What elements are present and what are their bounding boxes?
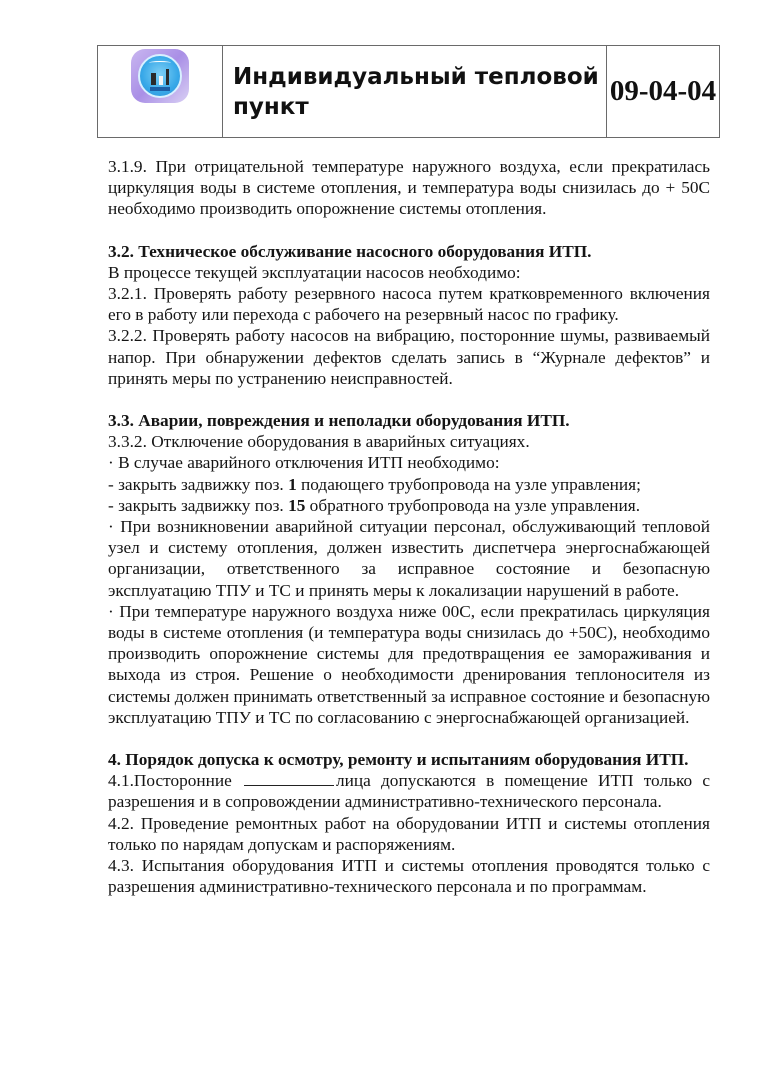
title-cell <box>223 46 607 137</box>
paragraph-4-1: 4.1.Посторонние лица допускаются в помещение ИТП только с разрешения и в сопровождении административно-технического персонала. <box>108 771 710 812</box>
bullet-drain-system: · При температуре наружного воздуха ниже 00С, если прекратилась циркуляция воды в системе отопления (и температура воды снизилась до +50С), необходимо производить опорожнение системы для предотвращения ее замораживания и выхода из строя. Решение о необходимости дренирования теплоносителя из системы должен принимать ответственный за исправное состояние и безопасную эксплуатацию ТПУ и ТС по согласованию с энергоснабжающей организацией. <box>108 601 710 727</box>
heading-3-2: 3.2. Техническое обслуживание насосного оборудования ИТП. <box>108 241 592 261</box>
document-header-table <box>97 45 720 138</box>
paragraph-3-2-intro: В процессе текущей эксплуатации насосов необходимо: <box>108 262 521 282</box>
company-emblem-icon <box>131 49 189 103</box>
paragraph-4-2: 4.2. Проведение ремонтных работ на оборудовании ИТП и системы отопления только по нарядам допускам и распоряжениям. <box>108 813 710 854</box>
paragraph-3-2-1: 3.2.1. Проверять работу резервного насоса путем кратковременного включения его в работу или перехода с рабочего на резервный насос по графику. <box>108 284 710 325</box>
code-cell <box>607 46 719 137</box>
paragraph-3-3-2: 3.3.2. Отключение оборудования в аварийных ситуациях. <box>108 432 530 452</box>
heading-3-3: 3.3. Аварии, повреждения и неполадки оборудования ИТП. <box>108 411 570 431</box>
logo-cell <box>98 46 223 137</box>
dash-item-close-valve-15: - закрыть задвижку поз. 15 обратного трубопровода на узле управления. <box>108 495 641 515</box>
bullet-emergency-notify: · При возникновении аварийной ситуации персонал, обслуживающий тепловой узел и систему отопления, должен известить диспетчера энергоснабжающей организации, ответственного за исправное состояние и безопасную эксплуатацию ТПУ и ТС и принять меры к локализации нарушений в работе. <box>108 517 710 600</box>
document-body <box>108 156 710 898</box>
document-code: 09-04-04 <box>609 75 717 107</box>
paragraph-3-1-9: 3.1.9. При отрицательной температуре наружного воздуха, если прекратилась циркуляция воды в системе отопления, и температура воды снизилась до + 50С необходимо производить опорожнение системы отопления. <box>108 157 710 219</box>
heading-4: 4. Порядок допуска к осмотру, ремонту и испытаниям оборудования ИТП. <box>108 750 689 770</box>
valve-position-number: 15 <box>288 495 306 515</box>
emblem-circle <box>138 54 182 98</box>
document-title: Индивидуальный тепловой пункт <box>233 63 599 120</box>
paragraph-4-3: 4.3. Испытания оборудования ИТП и системы отопления проводятся только с разрешения административно-технического персонала и по программам. <box>108 856 710 897</box>
dash-item-close-valve-1: - закрыть задвижку поз. 1 подающего трубопровода на узле управления; <box>108 474 641 494</box>
paragraph-3-2-2: 3.2.2. Проверять работу насосов на вибрацию, посторонние шумы, развиваемый напор. При обнаружении дефектов сделать запись в “Журнале дефектов” и принять меры по устранению неисправностей. <box>108 326 710 388</box>
bullet-emergency-shutdown: · В случае аварийного отключения ИТП необходимо: <box>108 453 500 473</box>
blank-fill-line <box>244 771 334 786</box>
valve-position-number: 1 <box>288 474 297 494</box>
